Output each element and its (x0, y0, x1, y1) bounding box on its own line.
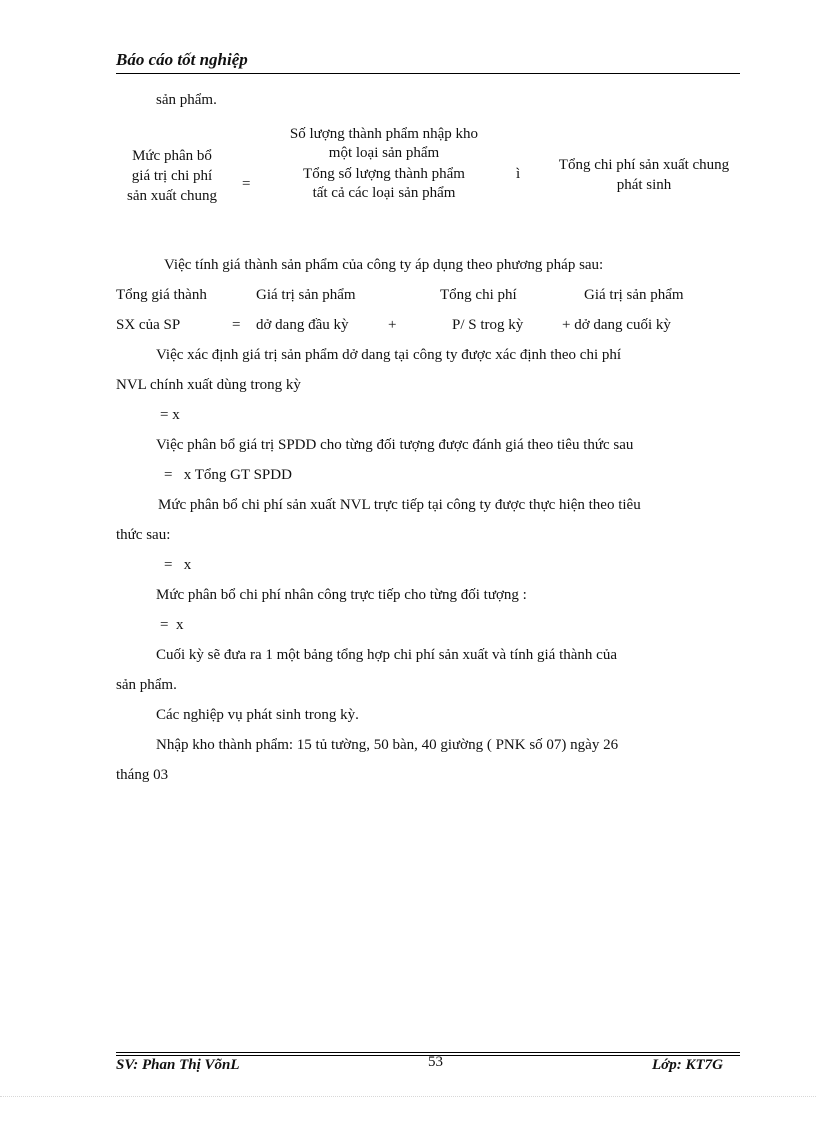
formula-denominator: Tổng số lượng thành phẩm tất cả các loại sản phẩm (303, 166, 465, 201)
cost-row2-label: SX của SP (116, 317, 181, 333)
formula-left-label: Mức phân bổ giá trị chi phí sản xuất chung (127, 148, 217, 204)
paragraph-method: Việc tính giá thành sản phẩm của công ty áp dụng theo phương pháp sau: (164, 257, 604, 273)
cost-wip-end-label: Giá trị sản phẩm (584, 287, 684, 303)
formula-times: ì (516, 166, 521, 182)
paragraph-nvl-line2: thức sau: (116, 527, 171, 543)
paragraph-wip-line1: Việc xác định giá trị sản phẩm dở dang tại công ty được xác định theo chi phí (156, 347, 622, 363)
cost-row2-expense: P/ S trog kỳ (452, 317, 524, 333)
cost-total-expense-label: Tổng chi phí (440, 287, 517, 303)
equation-2: = x Tổng GT SPDD (164, 467, 292, 483)
cost-row2-wip-begin: dở dang đầu kỳ (256, 317, 349, 333)
cost-row2-plus: + (388, 317, 397, 333)
paragraph-end-line1: Cuối kỳ sẽ đưa ra 1 một bảng tổng hợp chi phí sản xuất và tính giá thành của (156, 647, 617, 663)
paragraph-nvl-line1: Mức phân bổ chi phí sản xuất NVL trực tiếp tại công ty được thực hiện theo tiêu (158, 497, 641, 513)
page-edge-dots (0, 1096, 816, 1097)
footer-class: Lớp: KT7G (652, 1057, 723, 1073)
equation-1: = x (160, 407, 180, 423)
formula-equals: = (242, 176, 251, 192)
page-number: 53 (428, 1054, 443, 1070)
footer-rule-1 (116, 1052, 740, 1053)
cost-total-label: Tổng giá thành (116, 287, 207, 303)
continuation-text: sản phẩm. (156, 92, 217, 108)
equation-4: = x (160, 617, 184, 633)
paragraph-wip-line2: NVL chính xuất dùng trong kỳ (116, 377, 301, 393)
paragraph-operations: Các nghiệp vụ phát sinh trong kỳ. (156, 707, 359, 723)
formula-numerator: Số lượng thành phẩm nhập kho một loại sản phẩm (289, 126, 479, 161)
formula-right-label: Tổng chi phí sản xuất chung phát sinh (558, 157, 730, 193)
cost-wip-begin-label: Giá trị sản phẩm (256, 287, 356, 303)
header-rule (116, 73, 740, 74)
paragraph-allocation: Việc phân bổ giá trị SPDD cho từng đối tượng được đánh giá theo tiêu thức sau (156, 437, 634, 453)
footer-student: SV: Phan Thị VõnL (116, 1057, 240, 1073)
paragraph-import-line1: Nhập kho thành phẩm: 15 tủ tường, 50 bàn, 40 giường ( PNK số 07) ngày 26 (156, 737, 619, 753)
equation-3: = x (164, 557, 192, 573)
cost-row2-wip-end: + dở dang cuối kỳ (562, 317, 671, 333)
cost-row2-equals: = (232, 317, 241, 333)
paragraph-import-line2: tháng 03 (116, 767, 169, 783)
report-header-title: Báo cáo tốt nghiệp (116, 50, 248, 69)
paragraph-labor: Mức phân bổ chi phí nhân công trực tiếp cho từng đối tượng : (156, 587, 527, 603)
paragraph-end-line2: sản phẩm. (116, 677, 177, 693)
